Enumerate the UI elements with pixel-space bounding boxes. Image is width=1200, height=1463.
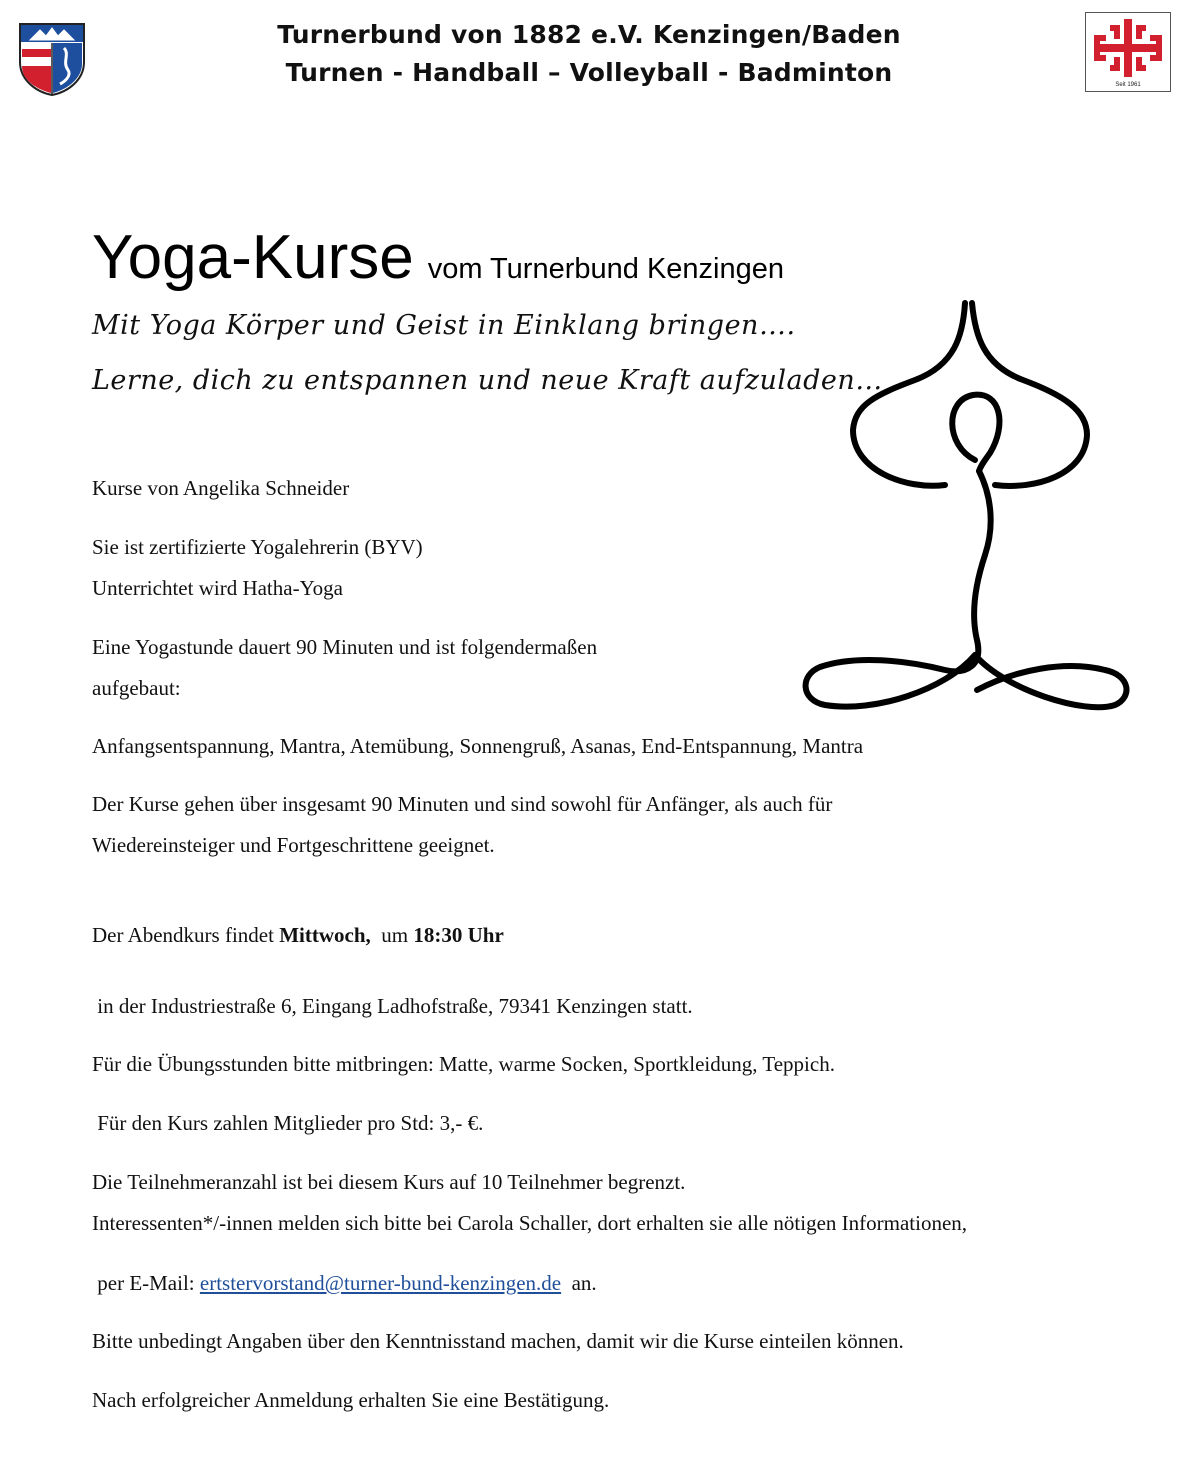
evening-day: Mittwoch,	[279, 923, 371, 947]
evening-time: 18:30 Uhr	[413, 923, 504, 947]
participant-limit-text: Die Teilnehmeranzahl ist bei diesem Kurs auf 10 Teilnehmer begrenzt.	[92, 1170, 686, 1194]
structure-text: Anfangsentspannung, Mantra, Atemübung, Sonnengruß, Asanas, End-Entspannung, Mantra	[92, 734, 864, 758]
email-suffix: an.	[561, 1271, 597, 1295]
yoga-style-text: Unterrichtet wird Hatha-Yoga	[92, 576, 343, 600]
confirmation-text: Nach erfolgreicher Anmeldung erhalten Sie eine Bestätigung.	[92, 1388, 610, 1412]
evening-mid: um	[370, 923, 414, 947]
bring-items-text: Für die Übungsstunden bitte mitbringen: Matte, warme Socken, Sportkleidung, Teppich.	[92, 1052, 835, 1076]
title-sub: vom Turnerbund Kenzingen	[427, 253, 785, 285]
duration-text-2: aufgebaut:	[92, 676, 181, 700]
logo-caption: Seit 1961	[1115, 82, 1141, 88]
page-title	[92, 222, 784, 293]
club-name: Turnerbund von 1882 e.V. Kenzingen/Baden	[277, 20, 901, 49]
evening-prefix: Der Abendkurs findet	[92, 923, 280, 947]
evening-course-text	[92, 923, 504, 948]
club-logo-icon	[1085, 12, 1171, 92]
slogan-line-1: Mit Yoga Körper und Geist in Einklang bringen….	[92, 310, 796, 341]
contact-text: Interessenten*/-innen melden sich bitte bei Carola Schaller, dort erhalten sie alle nötigen Informationen,	[92, 1211, 968, 1235]
slogan-line-2: Lerne, dich zu entspannen und neue Kraft aufzuladen…	[92, 365, 883, 396]
email-link[interactable]: ertstervorstand@turner-bund-kenzingen.de	[199, 1271, 562, 1295]
suitability-text-1: Der Kurse gehen über insgesamt 90 Minuten und sind sowohl für Anfänger, als auch für	[92, 792, 833, 816]
yoga-figure-icon	[795, 295, 1135, 720]
location-text: in der Industriestraße 6, Eingang Ladhofstraße, 79341 Kenzingen statt.	[92, 994, 693, 1018]
teacher-text: Kurse von Angelika Schneider	[92, 476, 350, 500]
price-text: Für den Kurs zahlen Mitglieder pro Std: 3,- €.	[92, 1111, 484, 1135]
certification-text: Sie ist zertifizierte Yogalehrerin (BYV)	[92, 535, 423, 559]
duration-text-1: Eine Yogastunde dauert 90 Minuten und ist folgendermaßen	[92, 635, 598, 659]
level-note-text: Bitte unbedingt Angaben über den Kenntnisstand machen, damit wir die Kurse einteilen können.	[92, 1329, 904, 1353]
email-line	[92, 1271, 597, 1296]
sports-list: Turnen - Handball – Volleyball - Badminton	[285, 58, 893, 87]
email-prefix: per E-Mail:	[92, 1271, 200, 1295]
title-main: Yoga-Kurse	[92, 223, 414, 292]
suitability-text-2: Wiedereinsteiger und Fortgeschrittene geeignet.	[92, 833, 495, 857]
